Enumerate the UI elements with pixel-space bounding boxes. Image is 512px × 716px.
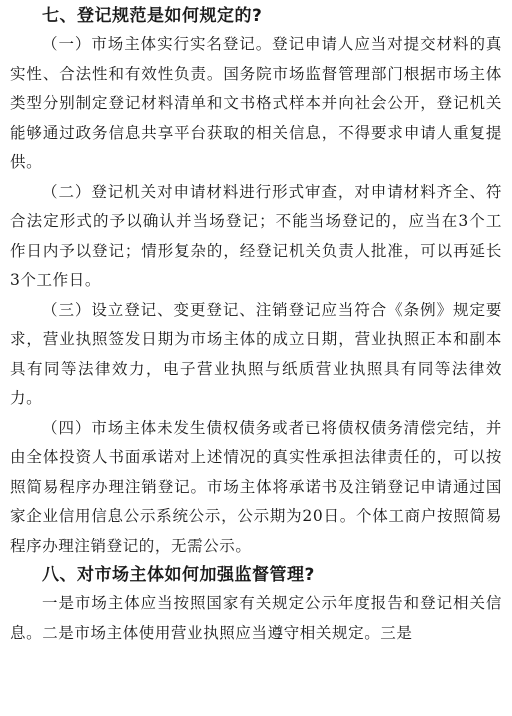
paragraph-supervision: 一是市场主体应当按照国家有关规定公示年度报告和登记相关信息。二是市场主体使用营业执照应当遵守相关规定。三是 — [10, 594, 502, 642]
section-heading-eight: 八、对市场主体如何加强监督管理? — [42, 565, 315, 585]
paragraph-one: （一）市场主体实行实名登记。登记申请人应当对提交材料的真实性、合法性和有效性负责。国务院市场监督管理部门根据市场主体类型分别制定登记材料清单和文书格式样本并向社会公开，登记机关能够通过政务信息共享平台获取的相关信息，不得要求申请人重复提供。 — [10, 35, 502, 171]
section-heading-seven: 七、登记规范是如何规定的? — [42, 6, 263, 26]
paragraph-three: （三）设立登记、变更登记、注销登记应当符合《条例》规定要求，营业执照签发日期为市场主体的成立日期，营业执照正本和副本具有同等法律效力，电子营业执照与纸质营业执照具有同等法律效力。 — [10, 300, 502, 407]
paragraph-two: （二）登记机关对申请材料进行形式审查，对申请材料齐全、符合法定形式的予以确认并当场登记；不能当场登记的，应当在3个工作日内予以登记；情形复杂的，经登记机关负责人批准，可以再延长3个工作日。 — [10, 182, 502, 289]
paragraph-four: （四）市场主体未发生债权债务或者已将债权债务清偿完结，并由全体投资人书面承诺对上述情况的真实性承担法律责任的，可以按照简易程序办理注销登记。市场主体将承诺书及注销登记申请通过国家企业信用信息公示系统公示，公示期为20日。个体工商户按照简易程序办理注销登记的，无需公示。 — [10, 418, 502, 555]
